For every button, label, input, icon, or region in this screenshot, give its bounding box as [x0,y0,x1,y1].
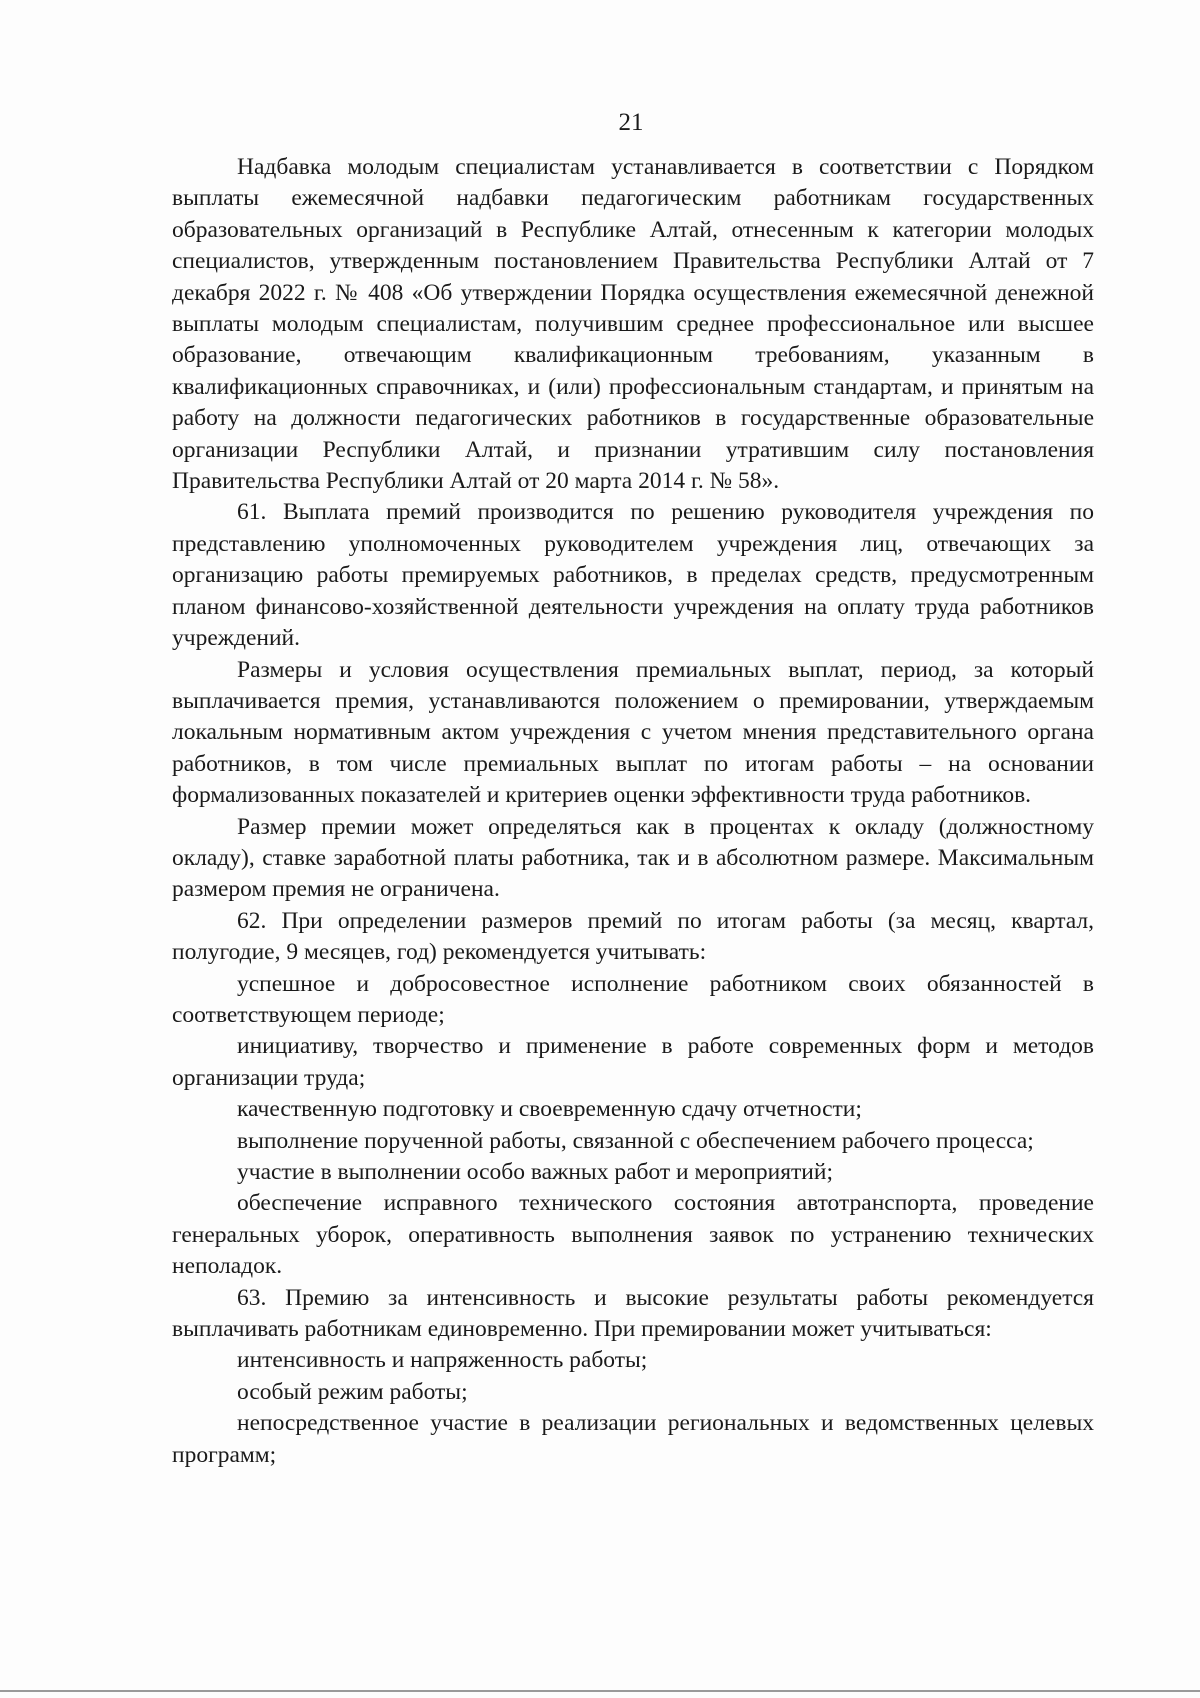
paragraph-bonus-size: Размер премии может определяться как в процентах к окладу (должностному окладу), ставке заработной платы работника, так и в абсолютном размере. Максимальным размером премия не ограничена. [172,813,1094,903]
list-item-intensity: интенсивность и напряженность работы; [237,1347,648,1374]
page-bottom-rule [0,1690,1200,1692]
list-item-reporting: качественную подготовку и своевременную сдачу отчетности; [237,1096,862,1123]
paragraph-youth-bonus: Надбавка молодым специалистам устанавливается в соответствии с Порядком выплаты ежемесячной надбавки педагогическим работникам государственных образовательных организаций в Республике Алтай, отнесенным к категории молодых специалистов, утвержденным постановлением Правительства Республики Алтай от 7 декабря 2022 г. № 408 «Об утверждении Порядка осуществления ежемесячной денежной выплаты молодым специалистам, получившим среднее профессиональное или высшее образование, отвечающим квалификационным требованиям, указанным в квалификационных справочниках, и (или) профессиональным стандартам, и принятым на работу на должности педагогических работников в государственные образовательные организации Республики Алтай, и признании утратившим силу постановления Правительства Республики Алтай от 20 марта 2014 г. № 58». [172,154,1094,495]
list-item-initiative: инициативу, творчество и применение в работе современных форм и методов организации труда; [172,1033,1094,1091]
paragraph-62: 62. При определении размеров премий по итогам работы (за месяц, квартал, полугодие, 9 месяцев, год) рекомендуется учитывать: [172,907,1094,966]
list-item-special-mode: особый режим работы; [237,1378,468,1405]
list-item-technical-condition: обеспечение исправного технического состояния автотранспорта, проведение генеральных уборок, оперативность выполнения заявок по устранению технических неполадок. [172,1190,1094,1280]
paragraph-61: 61. Выплата премий производится по решению руководителя учреждения по представлению уполномоченных руководителем учреждения лиц, отвечающих за организацию работы премируемых работников, в пределах средств, предусмотренным планом финансово-хозяйственной деятельности учреждения на оплату труда работников учреждений. [172,499,1094,652]
paragraph-63: 63. Премию за интенсивность и высокие результаты работы рекомендуется выплачивать работникам единовременно. При премировании может учитываться: [172,1284,1094,1343]
list-item-assigned-work: выполнение порученной работы, связанной с обеспечением рабочего процесса; [237,1127,1034,1154]
page-number: 21 [618,109,644,136]
paragraph-bonus-conditions: Размеры и условия осуществления премиальных выплат, период, за который выплачивается премия, устанавливаются положением о премировании, утверждаемым локальным нормативным актом учреждения с учетом мнения представительного органа работников, в том числе премиальных выплат по итогам работы – на основании формализованных показателей и критериев оценки эффективности труда работников. [172,656,1094,809]
document-body [172,152,1094,1471]
list-item-important-works: участие в выполнении особо важных работ и мероприятий; [237,1159,833,1185]
list-item-diligent-performance: успешное и добросовестное исполнение работником своих обязанностей в соответствующем периоде; [172,970,1094,1028]
list-item-target-programs: непосредственное участие в реализации региональных и ведомственных целевых программ; [172,1410,1094,1468]
